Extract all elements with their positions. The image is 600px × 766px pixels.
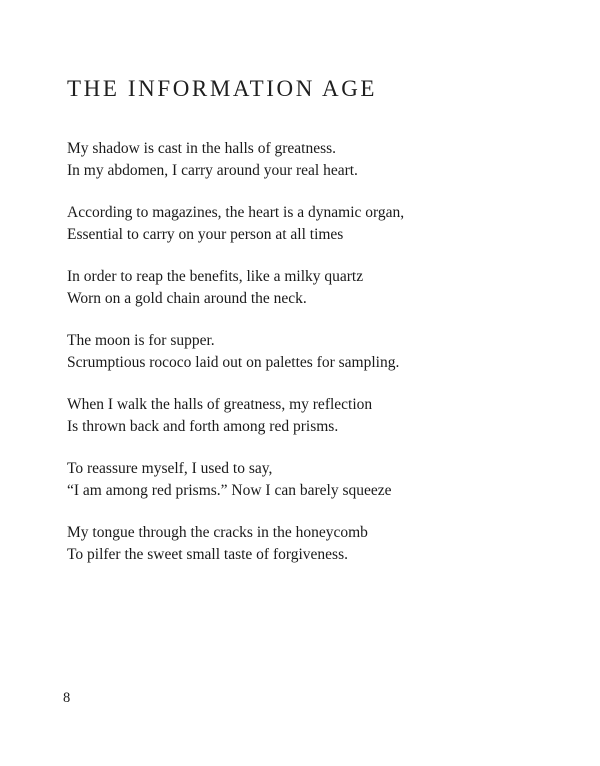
poem-line: Worn on a gold chain around the neck. <box>67 289 307 307</box>
stanza-3 <box>67 266 547 309</box>
stanza-6 <box>67 458 547 501</box>
poem-line: My tongue through the cracks in the honeycomb <box>67 524 368 541</box>
poem-line: Is thrown back and forth among red prisms. <box>67 417 339 435</box>
poem-line: Essential to carry on your person at all times <box>67 225 344 243</box>
poem-body <box>67 138 547 586</box>
poem-line: According to magazines, the heart is a dynamic organ, <box>67 204 405 221</box>
stanza-4 <box>67 330 547 373</box>
stanza-7 <box>67 522 547 565</box>
poem-line: When I walk the halls of greatness, my reflection <box>67 396 373 413</box>
poem-line: In order to reap the benefits, like a milky quartz <box>67 268 364 285</box>
poem-title: THE INFORMATION AGE <box>67 76 378 101</box>
poem-line: Scrumptious rococo laid out on palettes for sampling. <box>67 353 400 371</box>
poem-line: To pilfer the sweet small taste of forgiveness. <box>67 545 348 563</box>
stanza-2 <box>67 202 547 245</box>
stanza-5 <box>67 394 547 437</box>
page-number: 8 <box>63 690 71 706</box>
poem-line: The moon is for supper. <box>67 332 215 349</box>
poem-line: “I am among red prisms.” Now I can barely squeeze <box>67 481 392 499</box>
poem-line: In my abdomen, I carry around your real heart. <box>67 161 358 179</box>
stanza-1 <box>67 138 547 181</box>
poem-line: My shadow is cast in the halls of greatness. <box>67 140 337 157</box>
poem-line: To reassure myself, I used to say, <box>67 460 273 477</box>
